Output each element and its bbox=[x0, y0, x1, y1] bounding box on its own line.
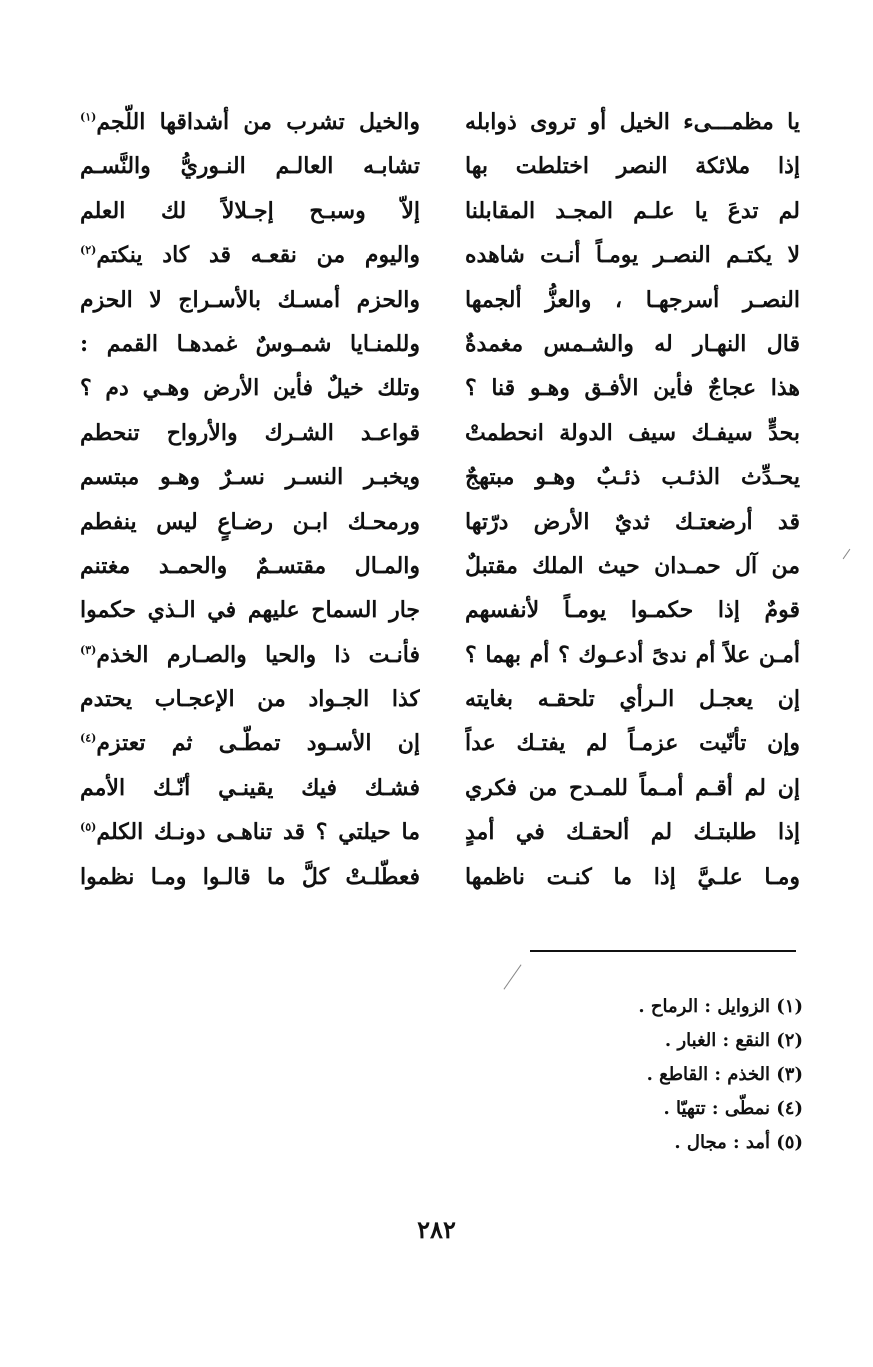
footnote-reference: (١) bbox=[80, 110, 97, 124]
poem-body bbox=[80, 100, 800, 900]
right-hemistich: قد أرضعتـك ثديٌ الأرض درّتها bbox=[465, 508, 800, 535]
left-hemistich-text: قواعـد الشـرك والأرواح تنحطم bbox=[80, 419, 420, 446]
left-hemistich bbox=[80, 189, 420, 233]
left-hemistich bbox=[80, 455, 420, 499]
right-hemistich: هذا عجاجٌ فأين الأفـق وهـو قنا ؟ bbox=[465, 375, 800, 402]
footnote-reference: (٣) bbox=[80, 643, 97, 657]
left-hemistich-text: واليوم من نقعـه قد كاد ينكتم bbox=[96, 242, 420, 269]
scan-mark bbox=[503, 964, 521, 989]
left-hemistich-text: وللمنـايا شمـوسٌ غمدهـا القمم : bbox=[80, 330, 420, 357]
left-hemistich-text: والخيل تشرب من أشداقها اللّجم bbox=[96, 109, 420, 135]
right-hemistich: وإن تأنّيت عزمـاً لم يفتـك عداً bbox=[465, 730, 800, 757]
left-hemistich bbox=[80, 766, 420, 810]
left-hemistich-column bbox=[80, 100, 420, 900]
left-hemistich bbox=[80, 100, 420, 144]
left-hemistich-text: ويخبـر النسـر نسـرٌ وهـو مبتسم bbox=[80, 464, 420, 491]
left-hemistich bbox=[80, 144, 420, 188]
right-hemistich: من آل حمـدان حيث الملك مقتبلٌ bbox=[465, 552, 800, 579]
right-hemistich: لا يكتـم النصـر يومـاً أنـت شاهده bbox=[465, 242, 800, 269]
right-hemistich: لم تدعَ يا علـم المجـد المقابلنا bbox=[465, 197, 800, 224]
left-hemistich bbox=[80, 721, 420, 765]
right-hemistich: إن يعجـل الـرأي تلحقـه بغايته bbox=[465, 686, 800, 713]
left-hemistich-text: والمـال مقتسـمٌ والحمـد مغتنم bbox=[80, 552, 420, 579]
left-hemistich bbox=[80, 366, 420, 410]
footnote-item: (١) الزوايل : الرماح . bbox=[638, 996, 803, 1017]
right-hemistich: إذا طلبتـك لم ألحقـك في أمدٍ bbox=[465, 819, 800, 846]
left-hemistich bbox=[80, 544, 420, 588]
right-hemistich: النصـر أسرجهـا ، والعزُّ ألجمها bbox=[465, 286, 800, 313]
left-hemistich bbox=[80, 322, 420, 366]
left-hemistich bbox=[80, 855, 420, 899]
footnote-item: (٥) أمد : مجال . bbox=[674, 1132, 803, 1153]
footnotes bbox=[403, 990, 803, 1160]
right-hemistich: إن لم أقـم أمـماً للمـدح من فكري bbox=[465, 774, 800, 801]
left-hemistich-text: فعطّلـتْ كلَّ ما قالـوا ومـا نظموا bbox=[80, 863, 420, 890]
right-hemistich-column bbox=[465, 100, 800, 900]
right-hemistich: يحـدِّث الذئـب ذئـبٌ وهـو مبتهجٌ bbox=[465, 464, 800, 491]
left-hemistich bbox=[80, 677, 420, 721]
footnote-item: (٣) الخذم : القاطع . bbox=[646, 1064, 803, 1085]
right-hemistich: يا مظمـــىء الخيل أو تروى ذوابله bbox=[465, 109, 800, 135]
left-hemistich-text: ورمحـك ابـن رضـاعٍ ليس ينفطم bbox=[80, 508, 420, 535]
left-hemistich-text: وتلك خيلٌ فأين الأرض وهـي دم ؟ bbox=[80, 375, 420, 402]
right-hemistich: قومٌ إذا حكمـوا يومـاً لأنفسهم bbox=[465, 597, 800, 624]
left-hemistich bbox=[80, 233, 420, 277]
left-hemistich-text: إلاّ وسبـح إجـلالاً لك العلم bbox=[80, 197, 420, 224]
left-hemistich bbox=[80, 810, 420, 854]
left-hemistich bbox=[80, 633, 420, 677]
scan-mark bbox=[843, 549, 851, 559]
footnote-reference: (٤) bbox=[80, 732, 97, 746]
left-hemistich bbox=[80, 500, 420, 544]
right-hemistich: ومـا علـيَّ إذا ما كنـت ناظمها bbox=[465, 863, 800, 890]
left-hemistich-text: فشـك فيك يقينـي أنّـك الأمم bbox=[80, 774, 420, 801]
left-hemistich bbox=[80, 411, 420, 455]
right-hemistich: إذا ملائكة النصر اختلطت بها bbox=[465, 153, 800, 180]
left-hemistich-text: والحزم أمسـك بالأسـراج لا الحزم bbox=[80, 286, 420, 313]
left-hemistich bbox=[80, 278, 420, 322]
footnote-separator bbox=[530, 950, 796, 952]
left-hemistich-text: تشابـه العالـم النـوريُّ والنَّسـم bbox=[80, 153, 420, 180]
page-number: ٢٨٢ bbox=[417, 1215, 456, 1244]
footnote-item: (٤) نمطّى : تتهيّا . bbox=[663, 1098, 803, 1119]
left-hemistich-text: ما حيلتي ؟ قد تناهـى دونـك الكلم bbox=[96, 819, 420, 846]
right-hemistich: بحدٍّ سيفـك سيف الدولة انحطمتْ bbox=[465, 419, 800, 446]
left-hemistich-text: إن الأسـود تمطّـى ثم تعتزم bbox=[96, 730, 420, 757]
left-hemistich-text: فأنـت ذا والحيا والصـارم الخذم bbox=[96, 641, 420, 668]
right-hemistich: أمـن علاً أم ندىً أدعـوك ؟ أم بهما ؟ bbox=[465, 641, 800, 668]
footnote-item: (٢) النقع : الغبار . bbox=[664, 1030, 803, 1051]
footnote-reference: (٥) bbox=[80, 820, 97, 834]
left-hemistich-text: كذا الجـواد من الإعجـاب يحتدم bbox=[80, 686, 420, 713]
footnote-reference: (٢) bbox=[80, 243, 97, 257]
right-hemistich: قال النهـار له والشـمس مغمدةٌ bbox=[465, 330, 800, 357]
left-hemistich-text: جار السماح عليهم في الـذي حكموا bbox=[80, 597, 420, 624]
left-hemistich bbox=[80, 588, 420, 632]
